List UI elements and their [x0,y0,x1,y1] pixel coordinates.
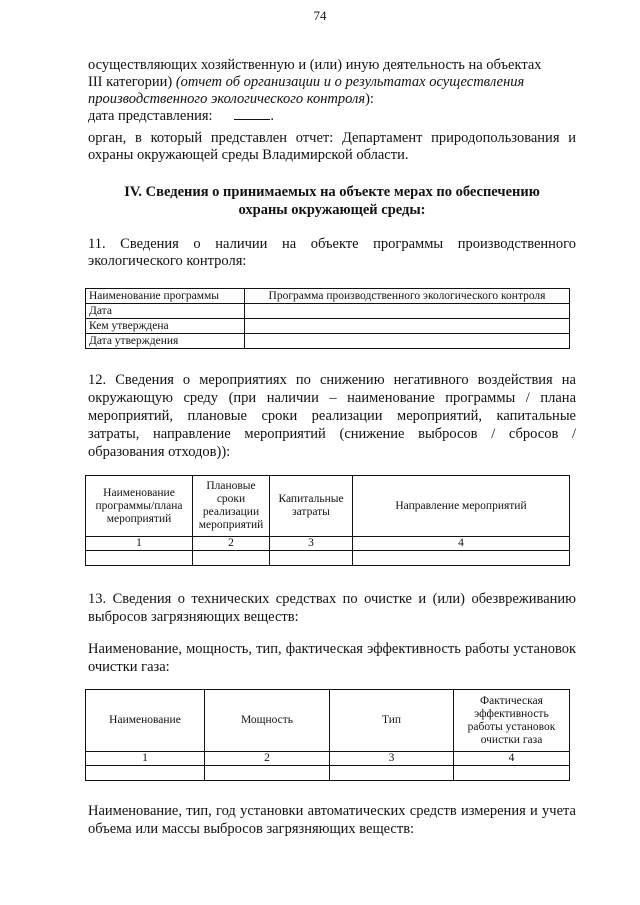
table-cell [86,766,205,781]
table-number-row [86,752,570,766]
item-13-sub-1: Наименование, мощность, тип, фактическая эффективность работы установок очистки газа: [88,641,576,675]
date-label: дата представления: [88,108,213,124]
table-cell [270,551,353,566]
table-cell [205,766,330,781]
table-cell [245,334,570,349]
table-cell [86,551,193,566]
program-table [85,288,570,349]
table-cell: 2 [205,752,330,766]
table-cell: 2 [193,537,270,551]
item-13-text: 13. Сведения о технических средствах по очистке и (или) обезвреживанию выбросов загрязняющих веществ: [88,591,576,625]
date-blank [234,108,270,120]
table-cell: Кем утверждена [86,319,245,334]
table-header-cell: Направление мероприятий [353,476,570,537]
date-line [88,108,576,125]
table-cell: 4 [454,752,570,766]
table-cell: 1 [86,752,205,766]
table-row [86,304,570,319]
table-cell [193,551,270,566]
table-header-cell: Наименование [86,690,205,752]
item-12-text: 12. Сведения о мероприятиях по снижению негативного воздействия на окружающую среду (при наличии – наименование программы / плана мероприятий, плановые сроки реализации мероприятий, капитальные затраты, направление мероприятий (снижение выбросов / сбросов / образования отходов)): [88,372,576,460]
table-cell: 3 [270,537,353,551]
intro-line-3-end: ): [365,91,374,107]
table-row [86,551,570,566]
table-cell: Дата [86,304,245,319]
table-cell [353,551,570,566]
page-number: 74 [313,8,327,23]
intro-line-3 [88,91,576,108]
table-header-row [86,476,570,537]
table-header-cell: Плановые сроки реализации мероприятий [193,476,270,537]
intro-line-2-italic: (отчет об организации и о результатах осуществления [175,74,525,90]
table-cell: Наименование программы [86,289,245,304]
measures-table [85,475,570,566]
intro-line-1: осуществляющих хозяйственную и (или) иную деятельность на объектах [88,57,542,73]
table-row [86,319,570,334]
table-cell: 1 [86,537,193,551]
table-row [86,766,570,781]
table-cell [245,304,570,319]
table-cell: 3 [330,752,454,766]
table-header-cell: Мощность [205,690,330,752]
table-cell: 4 [353,537,570,551]
table-number-row [86,537,570,551]
date-end: . [270,108,274,124]
item-11-text: 11. Сведения о наличии на объекте программы производственного экологического контроля: [88,236,576,269]
section-heading-line-2: охраны окружающей среды: [238,202,426,218]
intro-line-2 [88,74,576,91]
table-row [86,334,570,349]
table-cell: Дата утверждения [86,334,245,349]
gas-cleaning-table [85,689,570,781]
intro-line-3-italic: производственного экологического контроля [88,91,366,107]
intro-line-2-normal: III категории) [88,74,176,90]
organ-text: орган, в который представлен отчет: Департамент природопользования и охраны окружающей среды Владимирской области. [88,130,576,163]
table-header-row [86,690,570,752]
table-cell [330,766,454,781]
table-cell: Программа производственного экологического контроля [245,289,570,304]
table-cell [454,766,570,781]
table-header-cell: Тип [330,690,454,752]
table-header-cell: Капитальные затраты [270,476,353,537]
table-cell [245,319,570,334]
table-header-cell: Фактическая эффективность работы установок очистки газа [454,690,570,752]
section-heading-line-1: IV. Сведения о принимаемых на объекте мерах по обеспечению [124,184,540,200]
table-row [86,289,570,304]
item-13-sub-2: Наименование, тип, год установки автоматических средств измерения и учета объема или массы выбросов загрязняющих веществ: [88,803,576,837]
table-header-cell: Наименование программы/плана мероприятий [86,476,193,537]
